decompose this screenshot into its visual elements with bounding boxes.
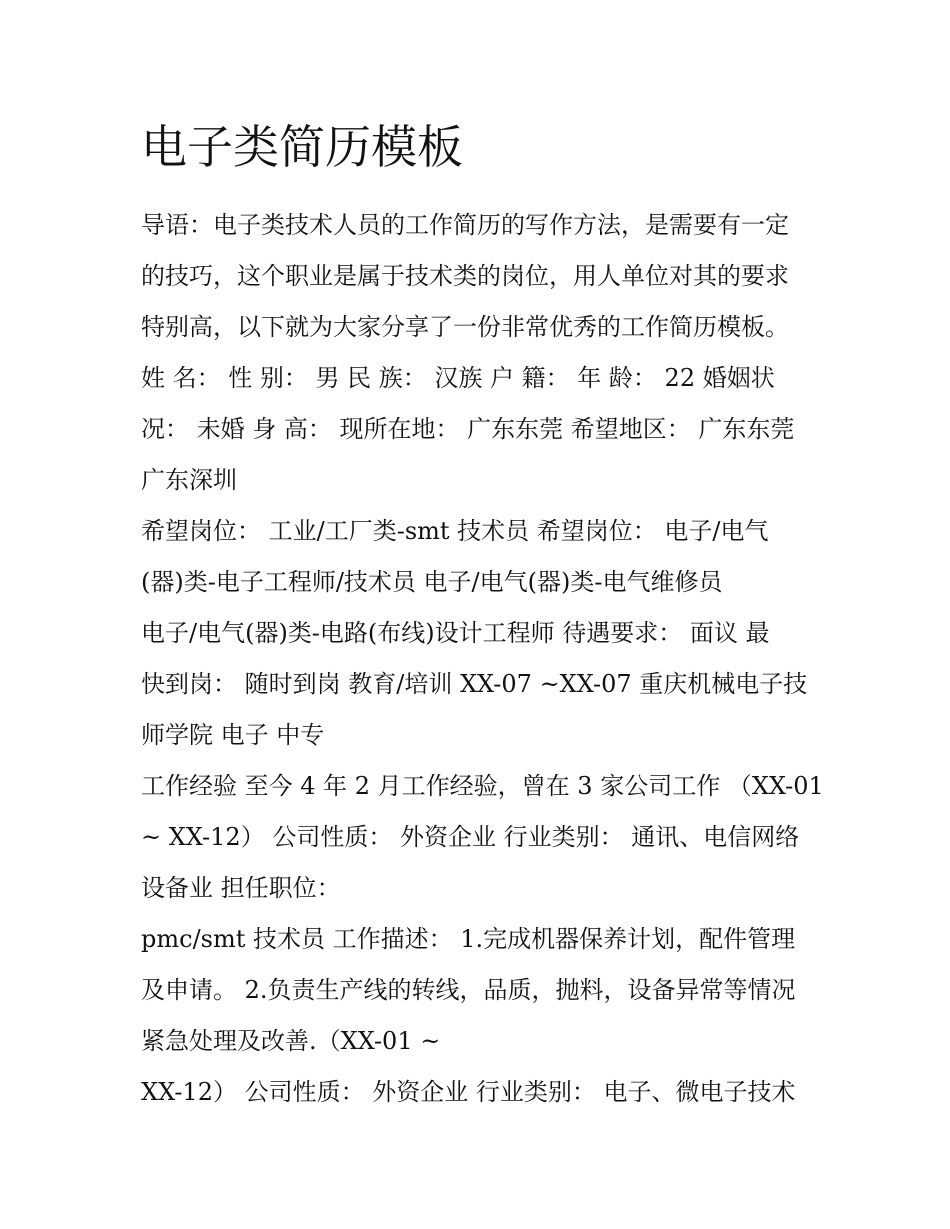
body-line-experience-2: ~ XX-12） 公司性质： 外资企业 行业类别： 通讯、电信网络 — [141, 823, 800, 851]
body-line-desired-1: 希望岗位： 工业/工厂类-smt 技术员 希望岗位： 电子/电气 — [141, 517, 769, 545]
body-line-company-2: XX-12） 公司性质： 外资企业 行业类别： 电子、微电子技术 — [141, 1078, 796, 1106]
body-line-personal-1: 姓 名： 性 别： 男 民 族： 汉族 户 籍： 年 龄： 22 婚姻状 — [141, 364, 775, 392]
body-line-desired-3: 电子/电气(器)类-电路(布线)设计工程师 待遇要求： 面议 最 — [141, 619, 770, 647]
document-title: 电子类简历模板 — [141, 120, 463, 174]
body-line-intro-3: 特别高，以下就为大家分享了一份非常优秀的工作简历模板。 — [141, 313, 789, 341]
body-line-personal-2: 况： 未婚 身 高： 现所在地： 广东东莞 希望地区： 广东东莞 — [141, 415, 795, 443]
document-content — [141, 112, 824, 1118]
body-line-duties-3: 紧急处理及改善.（XX-01 ~ — [141, 1027, 441, 1055]
body-line-intro-1: 导语：电子类技术人员的工作简历的写作方法，是需要有一定 — [141, 211, 789, 239]
body-line-duties-1: pmc/smt 技术员 工作描述： 1.完成机器保养计划，配件管理 — [141, 925, 796, 953]
body-line-duties-2: 及申请。 2.负责生产线的转线，品质，抛料，设备异常等情况 — [141, 976, 796, 1004]
body-line-education-1: 快到岗： 随时到岗 教育/培训 XX-07 ~XX-07 重庆机械电子技 — [141, 670, 808, 698]
body-line-experience-3: 设备业 担任职位： — [141, 874, 341, 902]
body-line-education-2: 师学院 电子 中专 — [141, 721, 325, 749]
body-line-personal-3: 广东深圳 — [141, 466, 237, 494]
body-line-intro-2: 的技巧，这个职业是属于技术类的岗位，用人单位对其的要求 — [141, 262, 789, 290]
body-line-desired-2: (器)类-电子工程师/技术员 电子/电气(器)类-电气维修员 — [141, 568, 723, 596]
document-body — [141, 200, 824, 1118]
body-line-experience-1: 工作经验 至今 4 年 2 月工作经验，曾在 3 家公司工作 （XX-01 — [141, 772, 824, 800]
